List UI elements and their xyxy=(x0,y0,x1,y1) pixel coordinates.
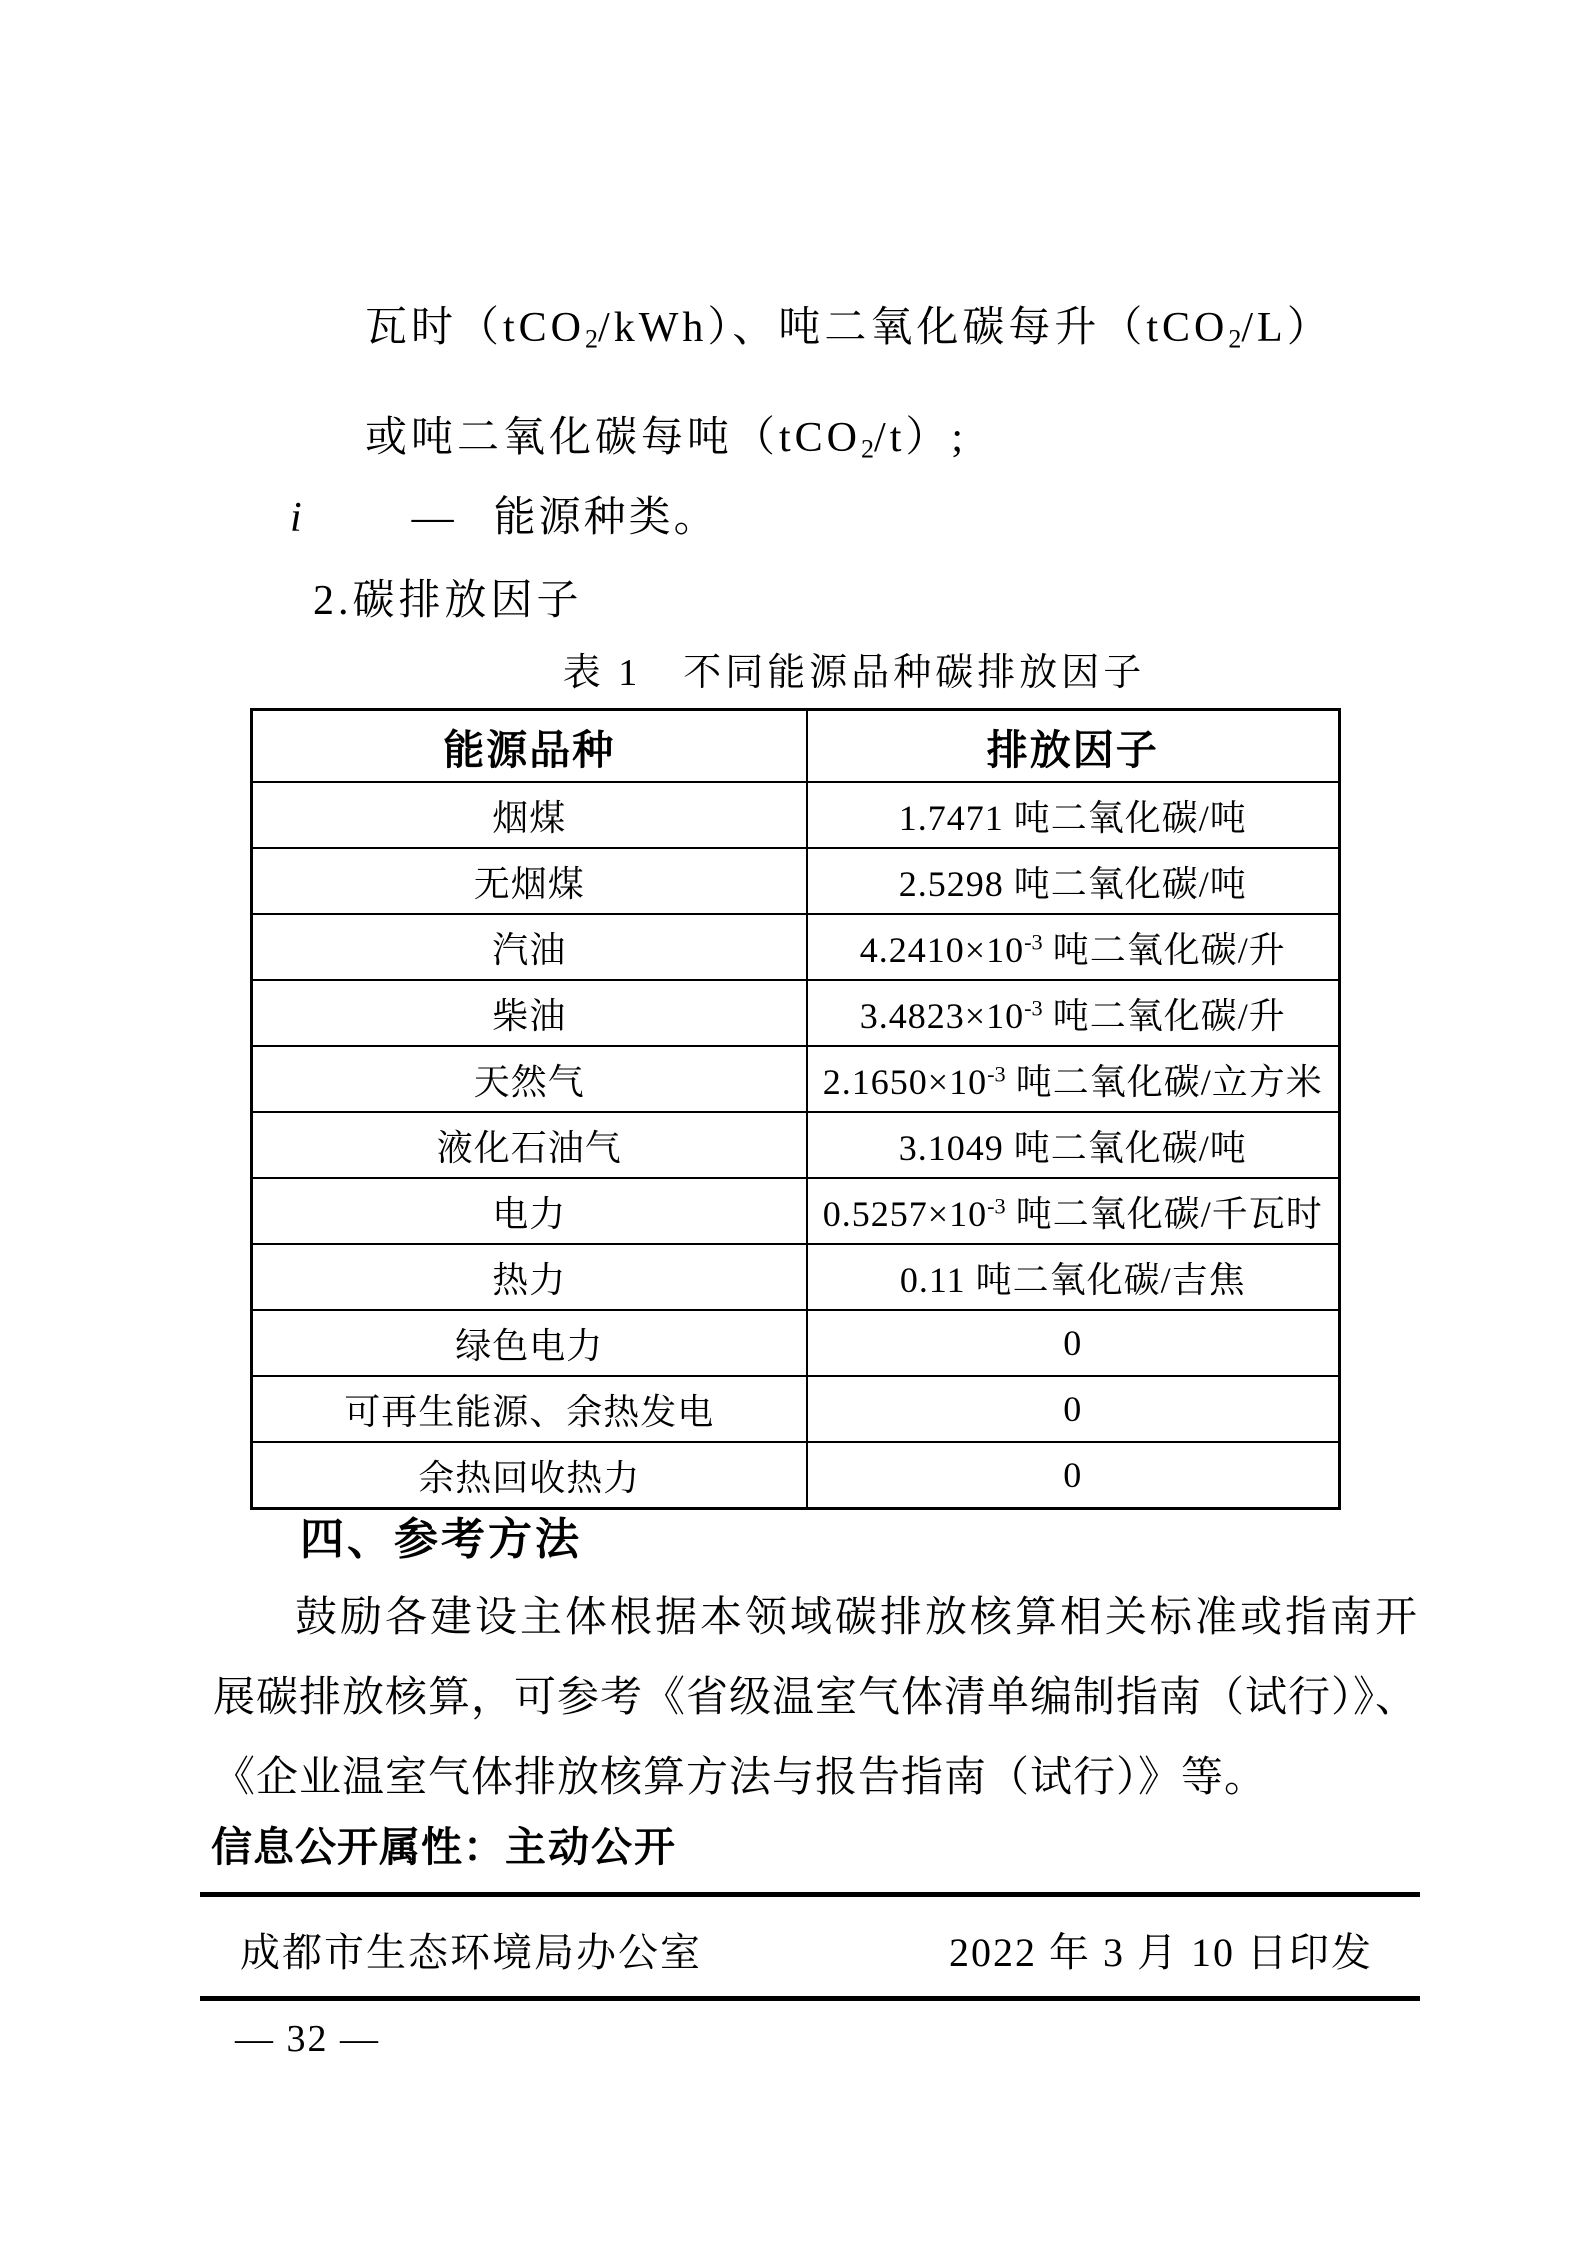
variable-definition-line xyxy=(290,492,719,545)
emission-factor-cell: 0 xyxy=(807,1442,1340,1509)
col-header-energy-type: 能源品种 xyxy=(252,710,807,783)
table-row xyxy=(252,914,1340,980)
table-row xyxy=(252,1376,1340,1442)
table-row xyxy=(252,1046,1340,1112)
table-header-row xyxy=(252,710,1340,783)
disclosure-attribute-line xyxy=(211,1822,677,1873)
emission-factor-cell: 2.5298 吨二氧化碳/吨 xyxy=(807,848,1340,914)
disclosure-attribute-value: 主动公开 xyxy=(505,1824,677,1870)
variable-symbol: i xyxy=(290,495,302,541)
energy-type-cell: 余热回收热力 xyxy=(252,1442,807,1509)
table-row xyxy=(252,1442,1340,1509)
col-header-emission-factor: 排放因子 xyxy=(807,710,1340,783)
page-number: — 32 — xyxy=(235,2018,380,2060)
paragraph-line: 鼓励各建设主体根据本领域碳排放核算相关标准或指南开 xyxy=(295,1595,1421,1641)
emission-factor-cell: $4.2410\times 10^{-3}$ 吨二氧化碳/升 xyxy=(807,914,1340,980)
emission-factor-cell: 0 xyxy=(807,1310,1340,1376)
energy-type-cell: 烟煤 xyxy=(252,782,807,848)
issue-date: 2022 年 3 月 10 日印发 xyxy=(949,1929,1373,1975)
table-row xyxy=(252,1310,1340,1376)
energy-type-cell: 电力 xyxy=(252,1178,807,1244)
emission-factor-cell: $0.5257\times 10^{-3}$ 吨二氧化碳/千瓦时 xyxy=(807,1178,1340,1244)
energy-type-cell: 汽油 xyxy=(252,914,807,980)
energy-type-cell: 热力 xyxy=(252,1244,807,1310)
section-heading: 四、参考方法 xyxy=(300,1515,582,1564)
energy-type-cell: 天然气 xyxy=(252,1046,807,1112)
emission-factor-cell: 3.1049 吨二氧化碳/吨 xyxy=(807,1112,1340,1178)
energy-type-cell: 绿色电力 xyxy=(252,1310,807,1376)
issuing-agency: 成都市生态环境局办公室 xyxy=(240,1929,702,1975)
emission-factor-cell: 0 xyxy=(807,1376,1340,1442)
body-line-1: 瓦时（tCO$_2$/kWh）、吨二氧化碳每升（tCO$_2$/L） xyxy=(365,305,1333,354)
table-body xyxy=(252,782,1340,1509)
energy-type-cell: 可再生能源、余热发电 xyxy=(252,1376,807,1442)
paragraph-line: 《企业温室气体排放核算方法与报告指南（试行）》等。 xyxy=(213,1755,1268,1801)
table-row xyxy=(252,1112,1340,1178)
table-row xyxy=(252,848,1340,914)
table-row xyxy=(252,1178,1340,1244)
variable-definition: 能源种类。 xyxy=(493,495,719,541)
emission-factor-cell: $2.1650\times 10^{-3}$ 吨二氧化碳/立方米 xyxy=(807,1046,1340,1112)
body-line-2: 或吨二氧化碳每吨（tCO$_2$/t）; xyxy=(365,415,968,464)
disclosure-attribute-label: 信息公开属性： xyxy=(211,1824,505,1870)
paragraph-line: 展碳排放核算，可参考《省级温室气体清单编制指南（试行）》、 xyxy=(213,1675,1419,1721)
table-row xyxy=(252,1244,1340,1310)
table-caption: 表 1 不同能源品种碳排放因子 xyxy=(562,652,1146,694)
table-row xyxy=(252,782,1340,848)
emission-factor-cell: $3.4823\times 10^{-3}$ 吨二氧化碳/升 xyxy=(807,980,1340,1046)
energy-type-cell: 液化石油气 xyxy=(252,1112,807,1178)
table-row xyxy=(252,980,1340,1046)
footer-rule-top xyxy=(200,1892,1420,1897)
definition-dash: — xyxy=(411,495,454,541)
energy-type-cell: 柴油 xyxy=(252,980,807,1046)
issuing-line xyxy=(240,1918,1373,1980)
subsection-heading: 2.碳排放因子 xyxy=(313,578,583,624)
emission-factor-cell: 0.11 吨二氧化碳/吉焦 xyxy=(807,1244,1340,1310)
energy-type-cell: 无烟煤 xyxy=(252,848,807,914)
emission-factor-table xyxy=(250,708,1341,1510)
emission-factor-cell: 1.7471 吨二氧化碳/吨 xyxy=(807,782,1340,848)
footer-rule-bottom xyxy=(200,1996,1420,2001)
